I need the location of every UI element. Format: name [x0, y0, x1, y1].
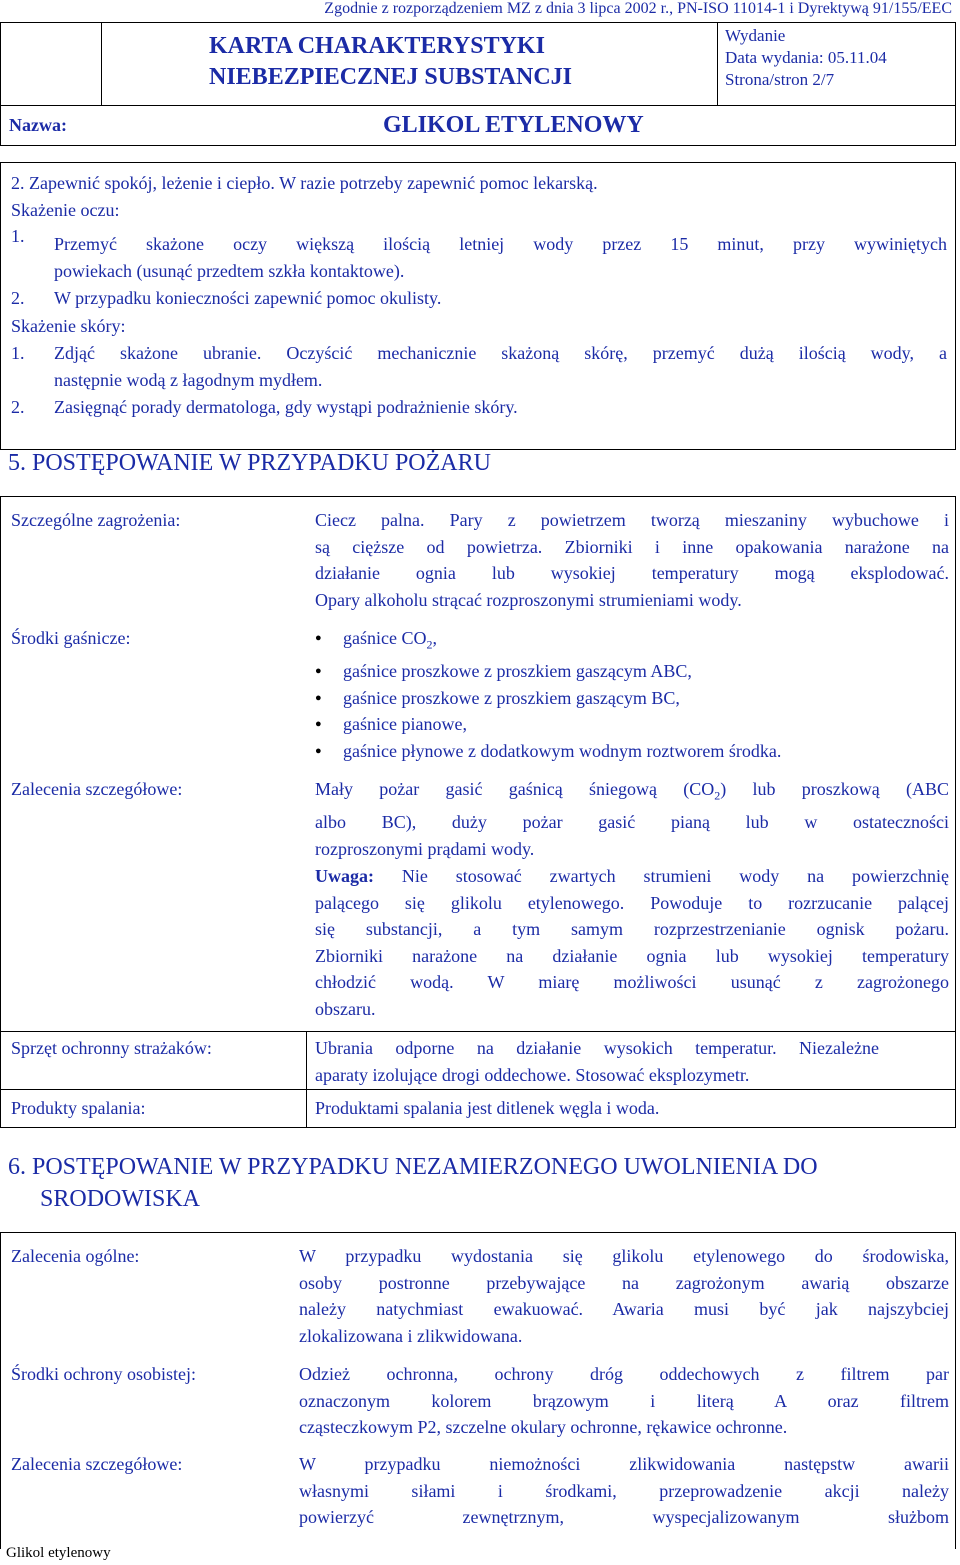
list-item: ● gaśnice proszkowe z proszkiem gaszącym ABC, [315, 658, 781, 685]
text-line: obszaru. [315, 998, 376, 1019]
text-line: Opary alkoholu strącać rozproszonymi strumieniami wody. [315, 589, 742, 610]
text-line: zlokalizowana i zlikwidowana. [299, 1325, 523, 1346]
release-advice-label: Zalecenia szczegółowe: [11, 1454, 183, 1474]
text-line: należy natychmiast ewakuować. Awaria musi być jak najszybciej [299, 1299, 949, 1319]
first-aid-box [0, 162, 956, 450]
issue-date: Data wydania: 05.11.04 [725, 48, 887, 67]
text-line: Ciecz palna. Pary z powietrzem tworzą mieszaniny wybuchowe i [315, 510, 949, 530]
section-5-heading: 5. POSTĘPOWANIE W PRZYPADKU POŻARU [8, 450, 491, 476]
release-advice-text [299, 1451, 949, 1531]
general-advice-text [299, 1243, 949, 1349]
text-line: oznaczonym kolorem brązowym i literą A oraz filtrem [299, 1390, 949, 1411]
fire-advice-text: Mały pożar gasić gaśnicą śniegową $(CO_2)$ lub proszkową (ABC albo BC), duży pożar gasić pianą lub w ostateczności rozproszonymi prądami wody. [315, 776, 949, 862]
text-line: W przypadku wydostania się glikolu etylenowego do środowiska, [299, 1246, 949, 1266]
skin-step-2-number: 2. [11, 397, 25, 417]
list-item: ● gaśnice proszkowe z proszkiem gaszącym BC, [315, 685, 781, 712]
regulation-line: Zgodnie z rozporządzeniem MZ z dnia 3 lipca 2002 r., PN-ISO 11014-1 i Dyrektywą 91/155/EEC [324, 0, 952, 17]
header-divider [101, 23, 102, 105]
personal-protection-label: Środki ochrony osobistej: [11, 1364, 196, 1384]
eye-step-1-cont: powiekach (usunąć przedtem szkła kontaktowe). [54, 261, 405, 281]
substance-name: GLIKOL ETYLENOWY [383, 112, 644, 138]
text-line: są cięższe od powietrza. Zbiorniki i inne opakowania narażone na [315, 536, 949, 557]
personal-protection-text [299, 1361, 949, 1441]
text-line: osoby postronne przebywające na zagrożonym awarią obszarze [299, 1272, 949, 1293]
header-box [0, 22, 956, 146]
text-line: własnymi siłami i środkami, przeprowadzenie akcji należy [299, 1480, 949, 1501]
eye-contact-heading: Skażenie oczu: [11, 200, 120, 220]
text-line: rozproszonymi prądami wody. [315, 838, 535, 859]
text-line: Odzież ochronna, ochrony dróg oddechowych z filtrem par [299, 1364, 949, 1384]
list-item: ● gaśnice pianowe, [315, 711, 781, 738]
skin-step-2: Zasięgnąć porady dermatologa, gdy wystąpi podrażnienie skóry. [54, 397, 518, 417]
firefighter-ppe-text [315, 1035, 879, 1088]
eye-step-2-number: 2. [11, 288, 25, 308]
skin-contact-heading: Skażenie skóry: [11, 316, 126, 336]
text-line: W przypadku niemożności zlikwidowania następstw awarii [299, 1454, 949, 1474]
list-item: ● gaśnice płynowe z dodatkowym wodnym roztworem środka. [315, 738, 781, 765]
text-line: się substancji, a tym samym rozprzestrzenianie ognisk pożaru. [315, 919, 949, 939]
text-line: palącego się glikolu etylenowego. Powoduje to rozrzucanie palącej [315, 892, 949, 913]
general-advice-label: Zalecenia ogólne: [11, 1246, 140, 1266]
extinguishing-media-label: Środki gaśnicze: [11, 628, 131, 648]
skin-step-1-cont: następnie wodą z łagodnym mydłem. [54, 370, 323, 390]
hazards-text [315, 507, 949, 613]
document-title: KARTA CHARAKTERYSTYKI NIEBEZPIECZNEJ SUBSTANCJI [209, 33, 572, 90]
text-line: powierzyć zewnętrznym, wyspecjalizowanym służbom [299, 1507, 949, 1527]
text-line: cząsteczkowym P2, szczelne okulary ochronne, rękawice ochronne. [299, 1417, 788, 1437]
name-label: Nazwa: [9, 115, 67, 135]
section-6-heading: 6. POSTĘPOWANIE W PRZYPADKU NEZAMIERZONEGO UWOLNIENIA DO SRODOWISKA [8, 1154, 818, 1212]
edition: Wydanie [725, 26, 786, 45]
text-line: Zbiorniki narażone na działanie ognia lub wysokiej temperatury [315, 945, 949, 966]
header-divider [717, 23, 718, 105]
first-aid-rest: 2. Zapewnić spokój, leżenie i ciepło. W razie potrzeby zapewnić pomoc lekarską. [11, 173, 598, 193]
text-line: działanie ognia lub wysokiej temperatury mogą eksplodować. [315, 563, 949, 583]
fire-fighting-box [0, 496, 956, 1128]
firefighter-ppe-label: Sprzęt ochronny strażaków: [11, 1038, 212, 1058]
combustion-products-text: Produktami spalania jest ditlenek węgla i woda. [315, 1098, 660, 1118]
list-item: ● gaśnice $CO_2$, [315, 625, 781, 658]
eye-step-2: W przypadku konieczności zapewnić pomoc okulisty. [54, 288, 442, 308]
skin-step-1: Zdjąć skażone ubranie. Oczyścić mechanicznie skażoną skórę, przemyć dużą ilością wody, a [54, 343, 947, 363]
page-number: Strona/stron 2/7 [725, 70, 835, 89]
text-line: albo BC), duży pożar gasić pianą lub w ostateczności [315, 812, 949, 833]
text-line: chłodzić wodą. W miarę możliwości usunąć z zagrożonego [315, 972, 949, 992]
text-line: aparaty izolujące drogi oddechowe. Stosować eksplozymetr. [315, 1064, 750, 1085]
combustion-products-label: Produkty spalania: [11, 1098, 146, 1118]
hazards-label: Szczególne zagrożenia: [11, 510, 181, 530]
eye-step-1: Przemyć skażone oczy większą ilością letniej wody przez 15 minut, przy wywiniętych [54, 234, 947, 254]
skin-step-1-number: 1. [11, 343, 25, 363]
accidental-release-box [0, 1232, 956, 1549]
fire-advice-label: Zalecenia szczegółowe: [11, 779, 183, 799]
fire-warning-text: Uwaga: Nie stosować zwartych strumieni wody na powierzchnię palącego się glikolu etylenowego. Powoduje to rozrzucanie palącej się substancji, a tym samym rozprzestrzenianie ognisk pożaru. Zbiorniki narażone na działanie ognia lub wysokiej temperatury chłodzić wodą. W miarę możliwości usunąć z zagrożonego obszaru. [315, 863, 949, 1022]
footer-text: Glikol etylenowy [6, 1545, 111, 1561]
document-meta [725, 25, 887, 91]
row-divider [1, 1089, 955, 1090]
text-line: Ubrania odporne na działanie wysokich temperatur. Niezależne [315, 1038, 879, 1058]
eye-step-1-number: 1. [11, 226, 25, 246]
extinguishing-media-list [315, 625, 781, 764]
